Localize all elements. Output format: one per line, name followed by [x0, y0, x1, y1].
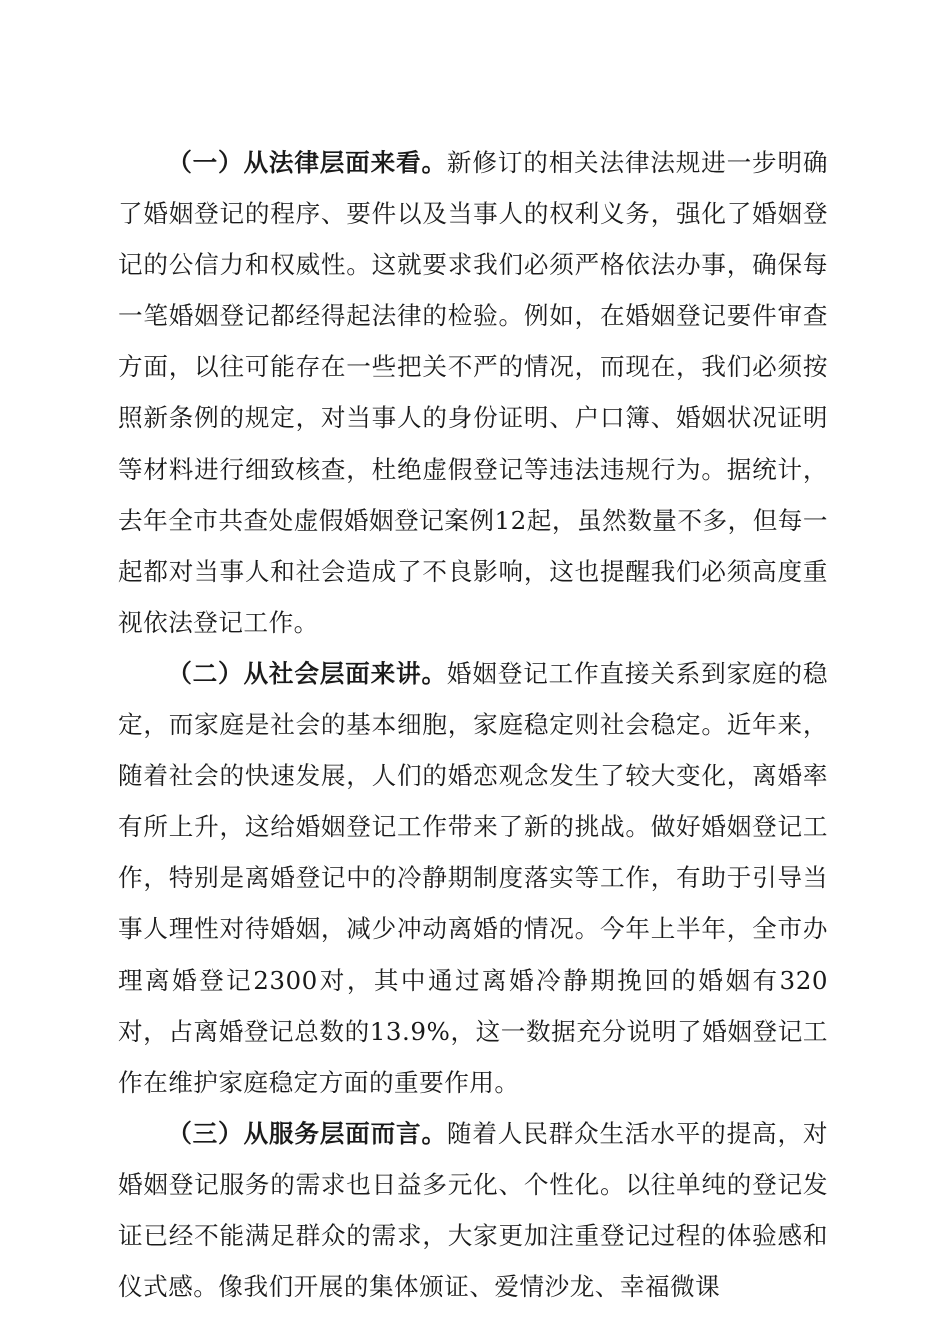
paragraph-text: 随着人民群众生活水平的提高，对婚姻登记服务的需求也日益多元化、个性化。以往单纯的登记发证已经不能满足群众的需求，大家更加注重登记过程的体验感和仪式感。像我们开展的集体颁证、爱情沙龙、幸福微课: [118, 1118, 828, 1302]
paragraph-text: 新修订的相关法律法规进一步明确了婚姻登记的程序、要件以及当事人的权利义务，强化了婚姻登记的公信力和权威性。这就要求我们必须严格依法办事，确保每一笔婚姻登记都经得起法律的检验。例如，在婚姻登记要件审查方面，以往可能存在一些把关不严的情况，而现在，我们必须按照新条例的规定，对当事人的身份证明、户口簿、婚姻状况证明等材料进行细致核查，杜绝虚假登记等违法违规行为。据统计，去年全市共查处虚假婚姻登记案例12起，虽然数量不多，但每一起都对当事人和社会造成了不良影响，这也提醒我们必须高度重视依法登记工作。: [118, 148, 828, 637]
paragraph-legal: [118, 137, 828, 648]
document-body: [118, 137, 828, 1312]
paragraph-social: [118, 648, 828, 1108]
paragraph-text: 婚姻登记工作直接关系到家庭的稳定，而家庭是社会的基本细胞，家庭稳定则社会稳定。近年来，随着社会的快速发展，人们的婚恋观念发生了较大变化，离婚率有所上升，这给婚姻登记工作带来了新的挑战。做好婚姻登记工作，特别是离婚登记中的冷静期制度落实等工作，有助于引导当事人理性对待婚姻，减少冲动离婚的情况。今年上半年，全市办理离婚登记2300对，其中通过离婚冷静期挽回的婚姻有320对，占离婚登记总数的13.9%，这一数据充分说明了婚姻登记工作在维护家庭稳定方面的重要作用。: [118, 658, 828, 1097]
paragraph-heading: （二）从社会层面来讲。: [167, 658, 447, 688]
paragraph-heading: （三）从服务层面而言。: [167, 1118, 447, 1148]
paragraph-service: [118, 1108, 828, 1312]
paragraph-heading: （一）从法律层面来看。: [167, 148, 447, 177]
